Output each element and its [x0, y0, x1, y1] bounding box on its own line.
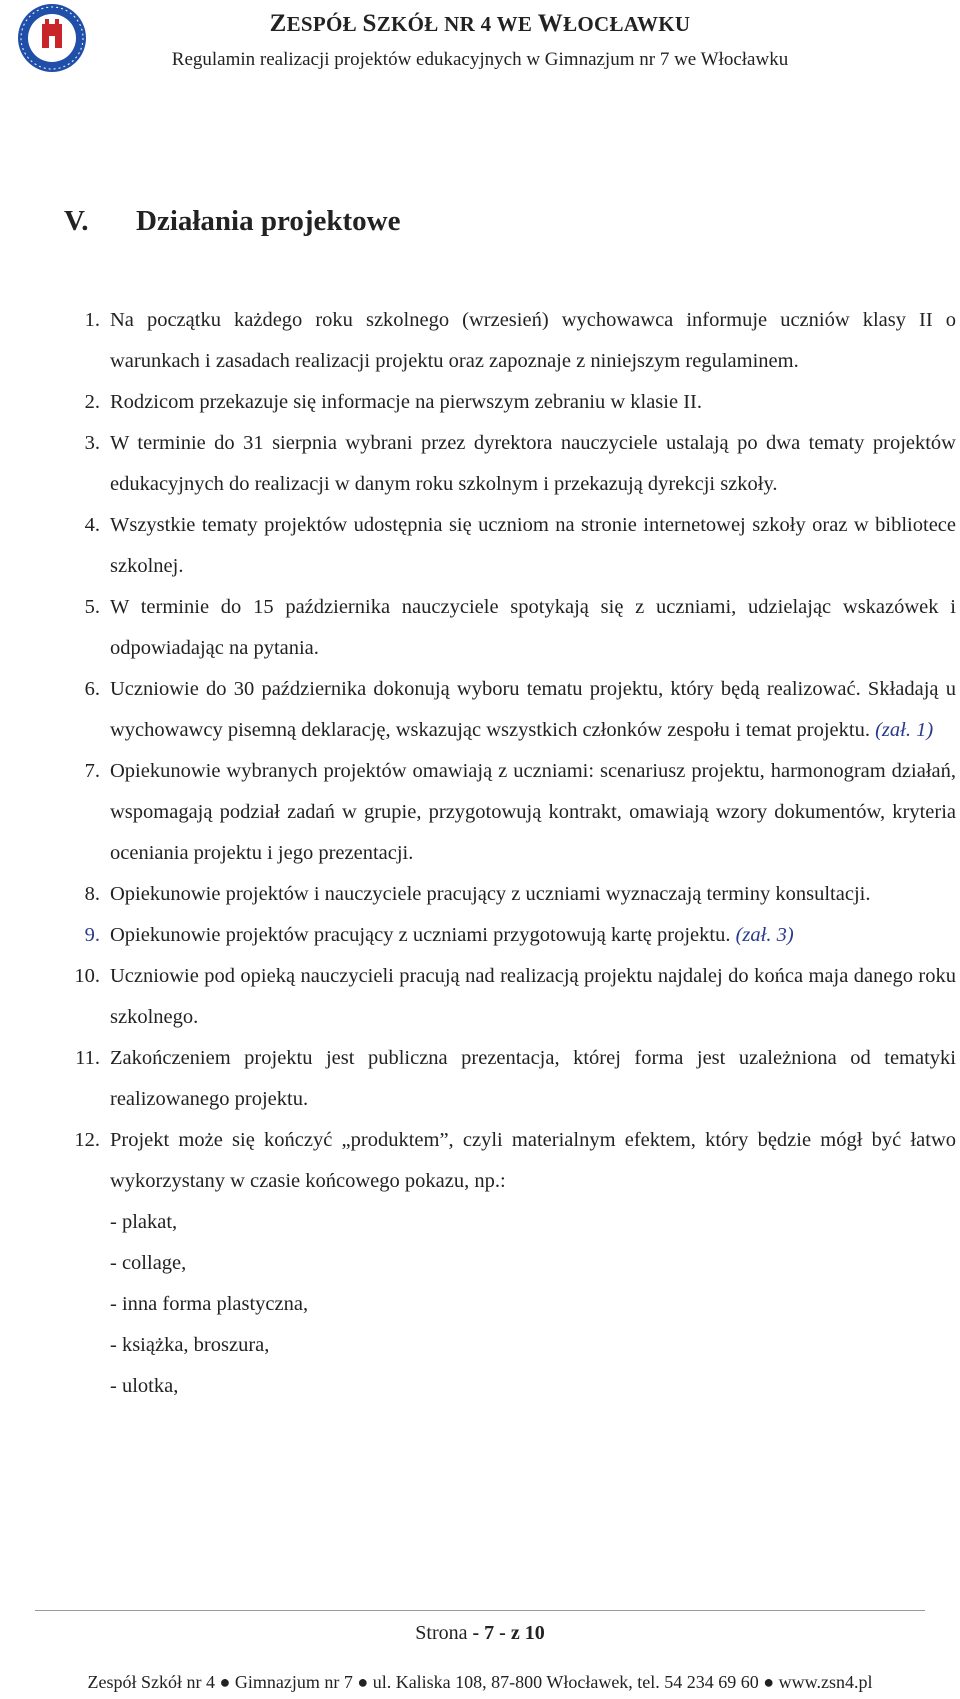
list-item: 10. Uczniowie pod opieką nauczycieli pracują nad realizacją projektu najdalej do końca maja danego roku szkolnego. [74, 965, 956, 1028]
list-item: 8. Opiekunowie projektów i nauczyciele pracujący z uczniami wyznaczają terminy konsultacji. [84, 883, 871, 905]
actions-list [60, 300, 956, 1407]
attachment-link[interactable]: (zał. 1) [875, 719, 934, 741]
list-item: 2. Rodzicom przekazuje się informacje na pierwszym zebraniu w klasie II. [84, 391, 702, 413]
page-header [0, 0, 960, 90]
list-item: 4. Wszystkie tematy projektów udostępnia się uczniom na stronie internetowej szkoły oraz w bibliotece szkolnej. [84, 514, 956, 577]
list-item: 5. W terminie do 15 października nauczyciele spotykają się z uczniami, udzielając wskazówek i odpowiadając na pytania. [84, 596, 956, 659]
product-list [110, 1202, 956, 1407]
section-number: V. [64, 205, 89, 237]
list-item: 3. W terminie do 31 sierpnia wybrani przez dyrektora nauczyciele ustalają po dwa tematy projektów edukacyjnych do realizacji w danym roku szkolnym i przekazują dyrekcji szkoły. [84, 432, 956, 495]
document-subtitle: Regulamin realizacji projektów edukacyjnych w Gimnazjum nr 7 we Włocławku [171, 49, 789, 70]
page-number: Strona - 7 - z 10 [415, 1622, 545, 1644]
section-heading [64, 205, 400, 238]
list-item: 11. Zakończeniem projektu jest publiczna prezentacja, której forma jest uzależniona od tematyki realizowanego projektu. [75, 1047, 956, 1110]
product-item: - plakat, [110, 1211, 178, 1233]
product-item: - inna forma plastyczna, [110, 1293, 309, 1315]
list-item: 6. Uczniowie do 30 października dokonują wyboru tematu projektu, który będą realizować. Składają u wychowawcy pisemną deklarację, wskazując wszystkich członków zespołu i temat projektu. (zał. 1) [84, 678, 956, 741]
list-item: 12. Projekt może się kończyć „produktem”, czyli materialnym efektem, który będzie mógł być łatwo wykorzystany w czasie końcowego pokazu, np.: - plakat, - collage, - inna forma plastyczna, - książka, broszura, - ulotka, [60, 1120, 956, 1407]
footer-divider [35, 1610, 925, 1611]
school-crest-icon [16, 2, 88, 74]
product-item: - ulotka, [110, 1375, 179, 1397]
product-item: - książka, broszura, [110, 1334, 270, 1356]
list-item: 7. Opiekunowie wybranych projektów omawiają z uczniami: scenariusz projektu, harmonogram działań, wspomagają podział zadań w grupie, przygotowują kontrakt, omawiają wzory dokumentów, kryteria oceniania projektu i jego prezentacji. [84, 760, 956, 864]
section-title: Działania projektowe [136, 205, 401, 237]
attachment-link[interactable]: (zał. 3) [735, 924, 794, 946]
page-footer: Zespół Szkół nr 4 ● Gimnazjum nr 7 ● ul. Kaliska 108, 87-800 Włocławek, tel. 54 234 69 60 ● www.zsn4.pl [87, 1672, 873, 1692]
school-name: ZESPÓŁ SZKÓŁ NR 4 WE WŁOCŁAWKU [269, 10, 691, 37]
list-item: 1. Na początku każdego roku szkolnego (wrzesień) wychowawca informuje uczniów klasy II o warunkach i zasadach realizacji projektu oraz zapoznaje z niniejszym regulaminem. [84, 309, 956, 372]
list-item: 9. Opiekunowie projektów pracujący z uczniami przygotowują kartę projektu. (zał. 3) [84, 924, 794, 946]
product-item: - collage, [110, 1252, 187, 1274]
